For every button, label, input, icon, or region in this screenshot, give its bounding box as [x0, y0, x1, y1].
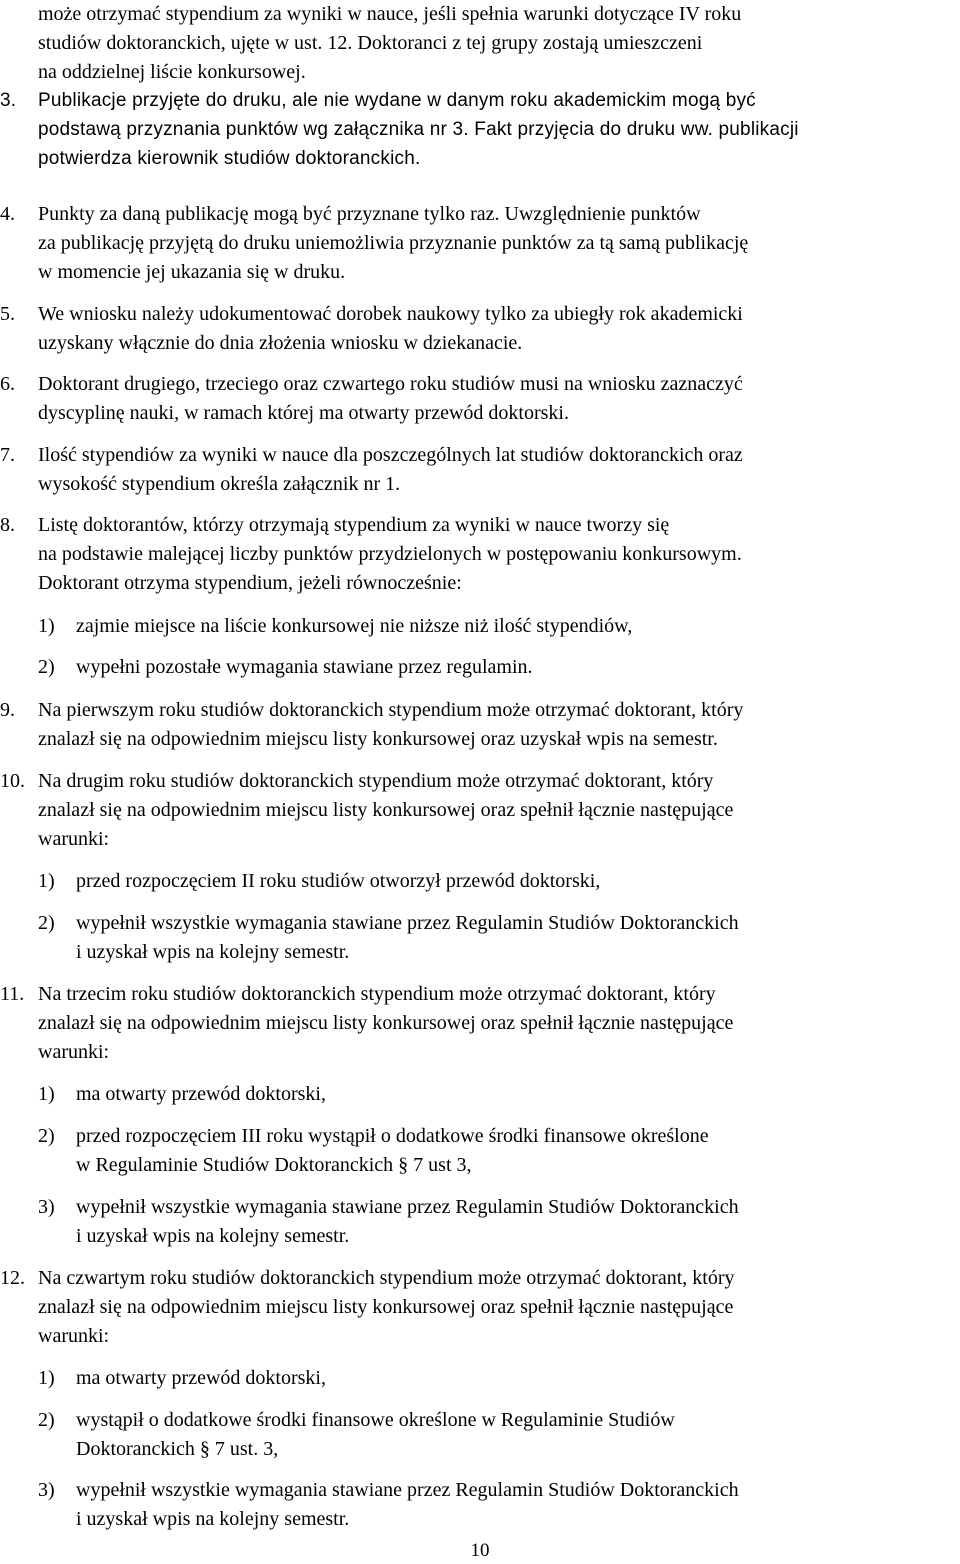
text-line: i uzyskał wpis na kolejny semestr.	[76, 941, 350, 963]
text-line: Punkty za daną publikację mogą być przyznane tylko raz. Uwzględnienie punktów	[38, 203, 701, 225]
text-line: warunki:	[38, 828, 110, 850]
text-line: studiów doktoranckich, ujęte w ust. 12. Doktoranci z tej grupy zostają umieszczeni	[38, 32, 703, 54]
text-line: uzyskany włącznie do dnia złożenia wniosku w dziekanacie.	[38, 332, 523, 354]
item-number: 7.	[0, 444, 15, 466]
text-line: wystąpił o dodatkowe środki finansowe określone w Regulaminie Studiów	[76, 1409, 675, 1431]
sub-item-number: 2)	[38, 656, 55, 678]
text-line: ma otwarty przewód doktorski,	[76, 1083, 326, 1105]
text-line: wypełnił wszystkie wymagania stawiane przez Regulamin Studiów Doktoranckich	[76, 1479, 739, 1501]
text-line: Ilość stypendiów za wyniki w nauce dla poszczególnych lat studiów doktoranckich oraz	[38, 444, 743, 466]
item-number: 8.	[0, 514, 15, 536]
item-number: 6.	[0, 373, 15, 395]
text-line: Doktorant drugiego, trzeciego oraz czwartego roku studiów musi na wniosku zaznaczyć	[38, 373, 743, 395]
text-line: Doktoranckich § 7 ust. 3,	[76, 1438, 279, 1460]
page-number: 10	[470, 1540, 490, 1561]
text-line: i uzyskał wpis na kolejny semestr.	[76, 1508, 350, 1530]
sub-item-number: 2)	[38, 912, 55, 934]
item-number: 4.	[0, 203, 15, 225]
item-number: 11.	[0, 983, 25, 1005]
text-line: wypełni pozostałe wymagania stawiane przez regulamin.	[76, 656, 533, 678]
text-line: i uzyskał wpis na kolejny semestr.	[76, 1225, 350, 1247]
sub-item-number: 2)	[38, 1125, 55, 1147]
text-line: za publikację przyjętą do druku uniemożliwia przyznanie punktów za tą samą publikację	[38, 232, 749, 254]
text-line: Doktorant otrzyma stypendium, jeżeli równocześnie:	[38, 572, 462, 594]
item-number: 5.	[0, 303, 15, 325]
text-line: podstawą przyznania punktów wg załącznika nr 3. Fakt przyjęcia do druku ww. publikacji	[38, 119, 799, 140]
text-line: We wniosku należy udokumentować dorobek naukowy tylko za ubiegły rok akademicki	[38, 303, 743, 325]
item-number: 3.	[0, 90, 17, 111]
text-line: dyscyplinę nauki, w ramach której ma otwarty przewód doktorski.	[38, 402, 569, 424]
text-line: Listę doktorantów, którzy otrzymają stypendium za wyniki w nauce tworzy się	[38, 514, 670, 536]
text-line: znalazł się na odpowiednim miejscu listy konkursowej oraz uzyskał wpis na semestr.	[38, 728, 718, 750]
text-line: Na czwartym roku studiów doktoranckich stypendium może otrzymać doktorant, który	[38, 1267, 735, 1289]
sub-item-number: 1)	[38, 1083, 55, 1105]
text-line: Publikacje przyjęte do druku, ale nie wydane w danym roku akademickim mogą być	[38, 90, 756, 111]
text-line: przed rozpoczęciem III roku wystąpił o dodatkowe środki finansowe określone	[76, 1125, 709, 1147]
sub-item-number: 3)	[38, 1196, 55, 1218]
text-line: wysokość stypendium określa załącznik nr 1.	[38, 473, 401, 495]
text-line: przed rozpoczęciem II roku studiów otworzył przewód doktorski,	[76, 870, 601, 892]
intro-paragraph	[38, 0, 955, 87]
sub-item-number: 2)	[38, 1409, 55, 1431]
sub-item-number: 1)	[38, 1367, 55, 1389]
item-number: 12.	[0, 1267, 25, 1289]
sub-item-number: 3)	[38, 1479, 55, 1501]
item-number: 9.	[0, 699, 15, 721]
text-line: warunki:	[38, 1041, 110, 1063]
text-line: warunki:	[38, 1325, 110, 1347]
text-line: Na drugim roku studiów doktoranckich stypendium może otrzymać doktorant, który	[38, 770, 714, 792]
item-number: 10.	[0, 770, 25, 792]
text-line: w Regulaminie Studiów Doktoranckich § 7 ust 3,	[76, 1154, 472, 1176]
text-line: na podstawie malejącej liczby punktów przydzielonych w postępowaniu konkursowym.	[38, 543, 742, 565]
text-line: potwierdza kierownik studiów doktoranckich.	[38, 148, 421, 169]
text-line: wypełnił wszystkie wymagania stawiane przez Regulamin Studiów Doktoranckich	[76, 912, 739, 934]
text-line: ma otwarty przewód doktorski,	[76, 1367, 326, 1389]
text-line: zajmie miejsce na liście konkursowej nie niższe niż ilość stypendiów,	[76, 615, 633, 637]
text-line: wypełnił wszystkie wymagania stawiane przez Regulamin Studiów Doktoranckich	[76, 1196, 739, 1218]
sub-item-number: 1)	[38, 615, 55, 637]
text-line: znalazł się na odpowiednim miejscu listy konkursowej oraz spełnił łącznie następujące	[38, 1012, 734, 1034]
text-line: Na pierwszym roku studiów doktoranckich stypendium może otrzymać doktorant, który	[38, 699, 744, 721]
text-line: może otrzymać stypendium za wyniki w nauce, jeśli spełnia warunki dotyczące IV roku	[38, 3, 742, 25]
text-line: Na trzecim roku studiów doktoranckich stypendium może otrzymać doktorant, który	[38, 983, 716, 1005]
text-line: znalazł się na odpowiednim miejscu listy konkursowej oraz spełnił łącznie następujące	[38, 799, 734, 821]
sub-item-number: 1)	[38, 870, 55, 892]
text-line: w momencie jej ukazania się w druku.	[38, 261, 346, 283]
text-line: na oddzielnej liście konkursowej.	[38, 61, 306, 83]
text-line: znalazł się na odpowiednim miejscu listy konkursowej oraz spełnił łącznie następujące	[38, 1296, 734, 1318]
